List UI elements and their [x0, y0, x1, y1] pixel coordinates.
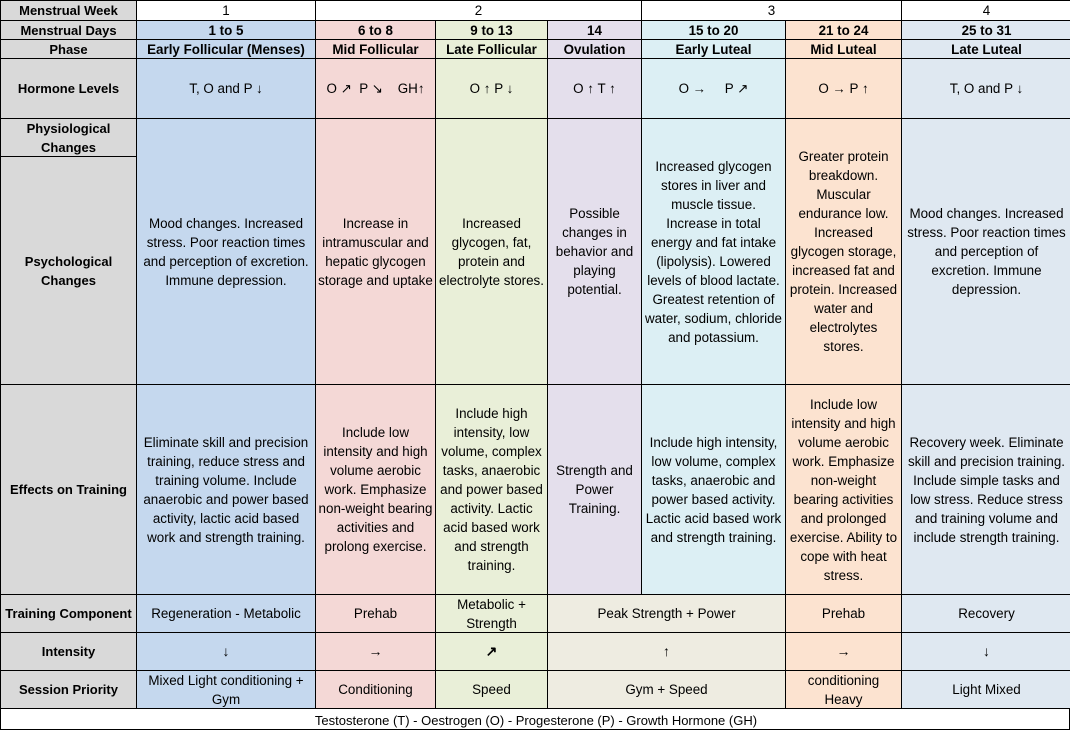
- effects-cell: Include low intensity and high volume aerobic work. Emphasize non-weight bearing activities and prolong exercise.: [316, 385, 436, 595]
- intensity-arrow-icon: ↓: [137, 633, 316, 671]
- days-cell: 15 to 20: [642, 21, 786, 40]
- changes-cell: Increase in intramuscular and hepatic glycogen storage and uptake: [316, 119, 436, 385]
- priority-cell: Light Mixed: [902, 671, 1070, 709]
- intensity-arrow-icon: →: [316, 633, 436, 671]
- intensity-arrow-icon: ↑: [548, 633, 786, 671]
- row-label-days: Menstrual Days: [1, 21, 137, 40]
- row-label-intensity: Intensity: [1, 633, 137, 671]
- days-cell: 25 to 31: [902, 21, 1070, 40]
- week-1-cell: 1: [137, 1, 316, 21]
- hormone-cell: O ↗ P ↘ GH↑: [316, 59, 436, 119]
- days-cell: 1 to 5: [137, 21, 316, 40]
- effects-cell: Strength and Power Training.: [548, 385, 642, 595]
- row-label-hormones: Hormone Levels: [1, 59, 137, 119]
- changes-cell: Increased glycogen, fat, protein and electrolyte stores.: [436, 119, 548, 385]
- phase-cell: Mid Luteal: [786, 40, 902, 59]
- days-cell: 6 to 8: [316, 21, 436, 40]
- days-cell: 14: [548, 21, 642, 40]
- hormone-cell: O → P ↑: [786, 59, 902, 119]
- hormone-cell: T, O and P ↓: [902, 59, 1070, 119]
- hormone-cell: T, O and P ↓: [137, 59, 316, 119]
- hormone-legend: Testosterone (T) - Oestrogen (O) - Progesterone (P) - Growth Hormone (GH): [314, 712, 758, 728]
- priority-cell: Speed: [436, 671, 548, 709]
- component-cell: Recovery: [902, 595, 1070, 633]
- phase-cell: Early Luteal: [642, 40, 786, 59]
- phase-cell: Late Follicular: [436, 40, 548, 59]
- hormone-cell: O ↑ T ↑: [548, 59, 642, 119]
- changes-cell: Mood changes. Increased stress. Poor reaction times and perception of excretion. Immune depression.: [902, 119, 1070, 385]
- row-label-effects: Effects on Training: [1, 385, 137, 595]
- phase-cell: Late Luteal: [902, 40, 1070, 59]
- phase-cell: Early Follicular (Menses): [137, 40, 316, 59]
- week-2-cell: 2: [316, 1, 642, 21]
- component-cell: Metabolic + Strength: [436, 595, 548, 633]
- component-cell: Regeneration - Metabolic: [137, 595, 316, 633]
- phase-cell: Ovulation: [548, 40, 642, 59]
- changes-cell: Mood changes. Increased stress. Poor reaction times and perception of excretion. Immune depression.: [137, 119, 316, 385]
- effects-cell: Recovery week. Eliminate skill and precision training. Include simple tasks and low stress. Reduce stress and training volume and include strength training.: [902, 385, 1070, 595]
- week-3-cell: 3: [642, 1, 902, 21]
- changes-cell: Greater protein breakdown. Muscular endurance low. Increased glycogen storage, increased fat and protein. Increased water and electrolytes stores.: [786, 119, 902, 385]
- week-4-cell: 4: [902, 1, 1070, 21]
- row-label-phase: Phase: [1, 40, 137, 59]
- component-cell: Peak Strength + Power: [548, 595, 786, 633]
- days-cell: 9 to 13: [436, 21, 548, 40]
- hormone-cell: O ↑ P ↓: [436, 59, 548, 119]
- effects-cell: Include low intensity and high volume aerobic work. Emphasize non-weight bearing activities and prolonged exercise. Ability to cope with heat stress.: [786, 385, 902, 595]
- days-cell: 21 to 24: [786, 21, 902, 40]
- row-label-week: Menstrual Week: [1, 1, 137, 21]
- priority-cell: Conditioning: [316, 671, 436, 709]
- changes-cell: Increased glycogen stores in liver and muscle tissue. Increase in total energy and fat intake (lipolysis). Lowered levels of blood lactate. Greatest retention of water, sodium, chloride and potassium.: [642, 119, 786, 385]
- intensity-arrow-icon: ↓: [902, 633, 1070, 671]
- intensity-arrow-icon: ↗: [436, 633, 548, 671]
- priority-cell: Mixed Light conditioning + Gym: [137, 671, 316, 709]
- priority-cell: Gym + Speed: [548, 671, 786, 709]
- row-label-physiological: Physiological Changes: [1, 119, 137, 157]
- component-cell: Prehab: [316, 595, 436, 633]
- priority-cell: conditioning Heavy: [786, 671, 902, 709]
- hormone-cell: O → P ↗: [642, 59, 786, 119]
- component-cell: Prehab: [786, 595, 902, 633]
- intensity-arrow-icon: →: [786, 633, 902, 671]
- phase-cell: Mid Follicular: [316, 40, 436, 59]
- row-label-component: Training Component: [1, 595, 137, 633]
- row-label-psychological: Psychological Changes: [1, 157, 137, 385]
- effects-cell: Include high intensity, low volume, complex tasks, anaerobic and power based activity. Lactic acid based work and strength training.: [642, 385, 786, 595]
- row-label-priority: Session Priority: [1, 671, 137, 709]
- effects-cell: Include high intensity, low volume, complex tasks, anaerobic and power based activity. Lactic acid based work and strength training.: [436, 385, 548, 595]
- effects-cell: Eliminate skill and precision training, reduce stress and training volume. Include anaerobic and power based activity, lactic acid based work and strength training.: [137, 385, 316, 595]
- changes-cell: Possible changes in behavior and playing potential.: [548, 119, 642, 385]
